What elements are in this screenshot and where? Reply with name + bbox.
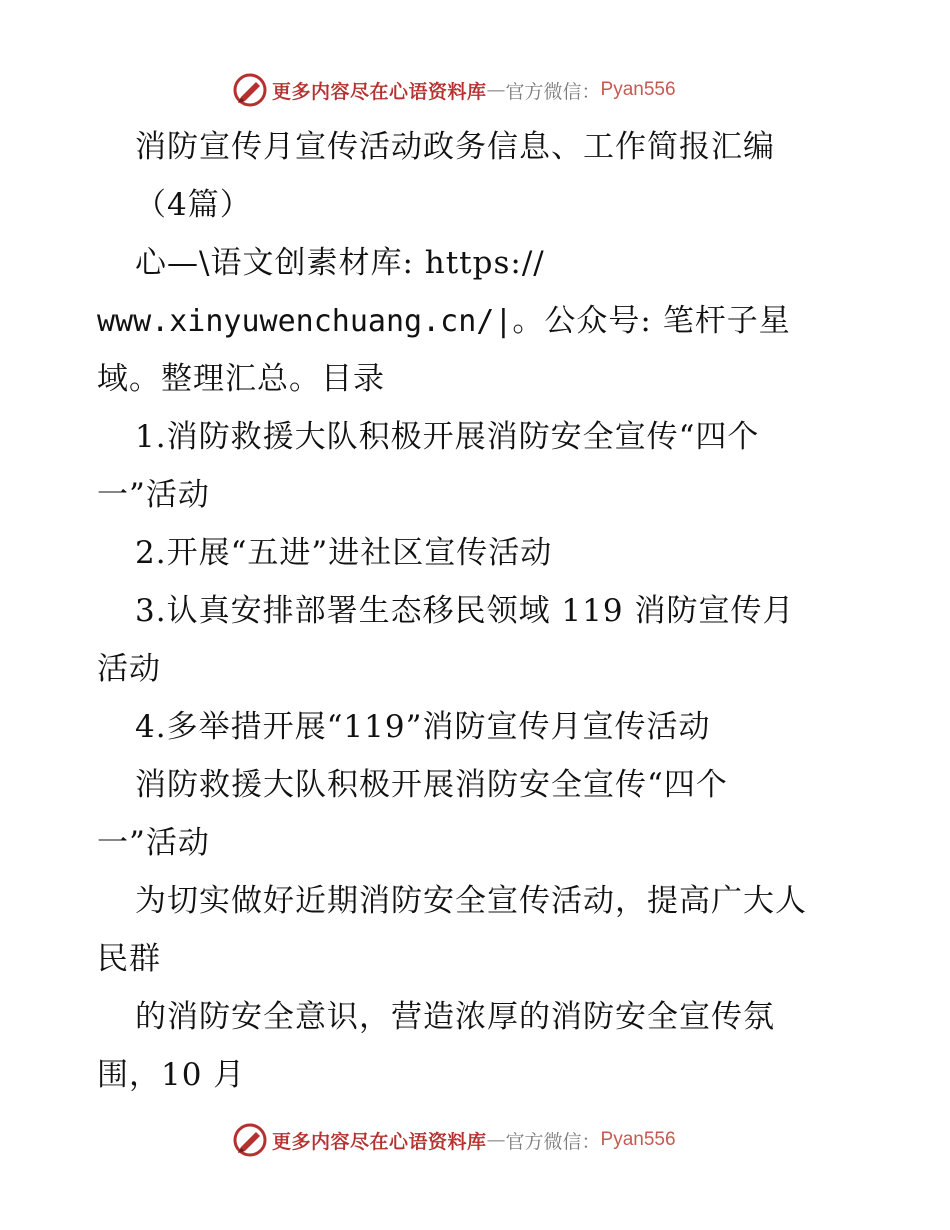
banner-separator: — xyxy=(486,1129,506,1151)
toc-item-4: 4.多举措开展“119”消防宣传月宣传活动 xyxy=(135,709,711,745)
source-url: www.xinyuwenchuang.cn/| xyxy=(97,304,513,339)
banner-separator: — xyxy=(486,79,506,101)
source-wechat-account: 。公众号: 笔杆子星 xyxy=(512,303,791,339)
body-paragraph-line-1: 为切实做好近期消防安全宣传活动，提高广大人 xyxy=(135,883,807,919)
banner-site-text: 更多内容尽在心语资料库 xyxy=(272,1130,487,1153)
body-paragraph-line-2: 民群 xyxy=(97,941,161,977)
body-paragraph-line-4: 围，10 月 xyxy=(97,1057,246,1093)
pen-logo-icon xyxy=(232,1122,268,1158)
body-paragraph-line-3: 的消防安全意识，营造浓厚的消防安全宣传氛 xyxy=(135,999,775,1035)
section-heading-line-2: 一”活动 xyxy=(97,825,210,861)
header-banner xyxy=(232,70,676,110)
toc-item-1-line-1: 1.消防救援大队积极开展消防安全宣传“四个 xyxy=(135,419,760,455)
source-line-2 xyxy=(97,301,791,342)
section-heading-line-1: 消防救援大队积极开展消防安全宣传“四个 xyxy=(135,767,728,803)
source-line-3: 域。整理汇总。目录 xyxy=(97,361,385,397)
toc-item-1-line-2: 一”活动 xyxy=(97,477,210,513)
toc-item-3-line-1: 3.认真安排部署生态移民领域 119 消防宣传月 xyxy=(135,593,795,629)
banner-site-text: 更多内容尽在心语资料库 xyxy=(272,80,487,103)
source-line-1: 心—\语文创素材库: https:// xyxy=(135,245,545,281)
banner-wechat-id: Pyan556 xyxy=(600,1129,676,1150)
document-title-line-2: （4篇） xyxy=(135,187,252,223)
document-title-line-1: 消防宣传月宣传活动政务信息、工作简报汇编 xyxy=(135,129,775,165)
banner-wechat-id: Pyan556 xyxy=(600,79,676,100)
toc-item-2: 2.开展“五进”进社区宣传活动 xyxy=(135,535,553,571)
banner-wechat-label: 官方微信： xyxy=(505,80,601,103)
footer-banner xyxy=(232,1120,676,1160)
pen-logo-icon xyxy=(232,72,268,108)
toc-item-3-line-2: 活动 xyxy=(97,651,161,687)
banner-wechat-label: 官方微信： xyxy=(505,1130,601,1153)
